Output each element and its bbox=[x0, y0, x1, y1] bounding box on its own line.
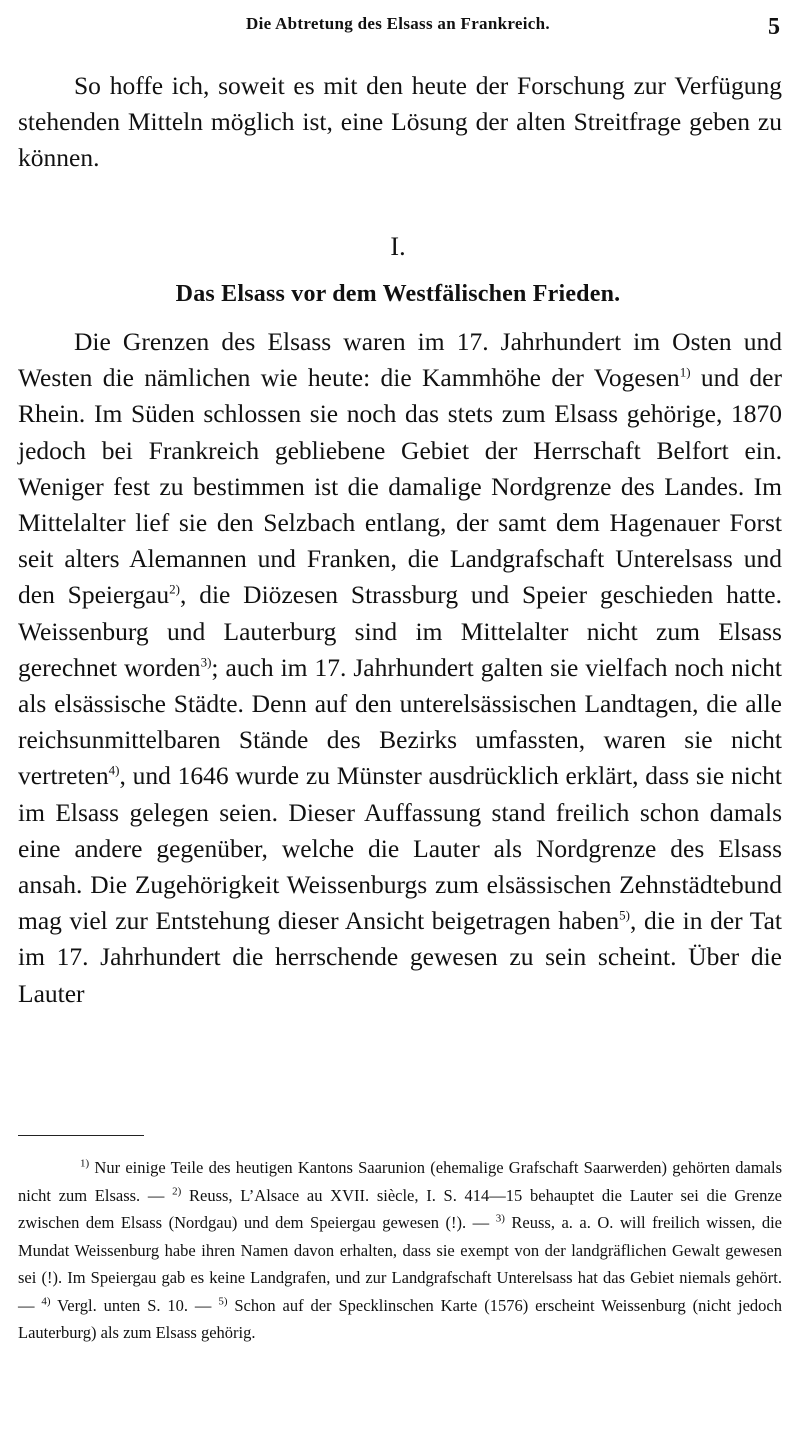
footnote-text: Schon auf der Specklinschen Karte (1576) erscheint Weissenburg (nicht jedoch Lauterburg) als zum Elsass gehörig. bbox=[18, 1295, 783, 1342]
main-paragraph bbox=[18, 324, 782, 1012]
footnote-marker: 4) bbox=[41, 1295, 51, 1307]
intro-paragraph bbox=[18, 68, 782, 177]
footnote-marker: 2) bbox=[172, 1185, 182, 1197]
body-text-segment: Die Grenzen des Elsass waren im 17. Jahrhundert im Osten und Westen die nämlichen wie heute: die Kammhöhe der Vogesen bbox=[18, 327, 782, 393]
page-number: 5 bbox=[768, 14, 780, 40]
footnotes bbox=[18, 1154, 782, 1347]
body-text-segment: , die in der Tat im 17. Jahrhundert die herrschende gewesen zu sein scheint. Über die Lauter bbox=[18, 906, 782, 1008]
footnote-text: Nur einige Teile des heutigen Kantons Saarunion (ehemalige Grafschaft Saarwerden) gehörten damals nicht zum Elsass. — bbox=[18, 1158, 782, 1205]
body-text-segment: , und 1646 wurde zu Münster ausdrücklich erklärt, dass sie nicht im Elsass gelegen seien. Dieser Auffassung stand freilich schon damals eine andere gegenüber, welche die Lauter als Nordgrenze des Elsass ansah. Die Zugehörigkeit Weissenburgs zum elsässischen Zehnstädtebund mag viel zur Entstehung dieser Ansicht beigetragen haben bbox=[18, 761, 782, 936]
section-number: I. bbox=[390, 232, 406, 261]
footnote-marker: 1) bbox=[80, 1157, 90, 1170]
intro-text: So hoffe ich, soweit es mit den heute der Forschung zur Verfügung stehenden Mitteln möglich ist, eine Lösung der alten Streitfrage geben zu können. bbox=[18, 71, 782, 173]
running-head: Die Abtretung des Elsass an Frankreich. bbox=[246, 14, 550, 33]
footnote-divider bbox=[18, 1135, 144, 1136]
footnote-ref: 1) bbox=[679, 364, 691, 380]
section-title: Das Elsass vor dem Westfälischen Frieden. bbox=[175, 281, 621, 307]
footnote-text: Vergl. unten S. 10. — bbox=[50, 1295, 219, 1315]
footnote-ref: 5) bbox=[619, 907, 630, 923]
footnote-ref: 2) bbox=[169, 581, 180, 597]
footnote-marker: 3) bbox=[495, 1212, 505, 1225]
footnote-text: Reuss, L’Alsace au XVII. siècle, I. S. 414—15 behauptet die Lauter sei die Grenze zwischen dem Elsass (Nordgau) und dem Speiergau gewesen (!). — bbox=[18, 1185, 783, 1232]
body-text-segment: , die Diözesen Strassburg und Speier geschieden hatte. Weissenburg und Lauterburg sind im Mittelalter nicht zum Elsass gerechnet worden bbox=[18, 580, 782, 682]
body-text-segment: und der Rhein. Im Süden schlossen sie noch das stets zum Elsass gehörige, 1870 jedoch bei Frankreich gebliebene Gebiet der Herrschaft Belfort ein. Weniger fest zu bestimmen ist die damalige Nordgrenze des Landes. Im Mittelalter lief sie den Selzbach entlang, der samt dem Hagenauer Forst seit alters Alemannen und Franken, die Landgrafschaft Unterelsass und den Speiergau bbox=[18, 363, 782, 610]
footnote-ref: 3) bbox=[200, 654, 212, 670]
footnote-text: Reuss, a. a. O. will freilich wissen, die Mundat Weissenburg habe ihren Namen davon erhalten, dass sie exempt von der landgräflichen Gewalt gewesen sei (!). Im Speiergau gab es keine Landgrafen, und zur Landgrafschaft Unterelsass hat das Gebiet niemals gehört. — bbox=[18, 1213, 782, 1315]
footnote-marker: 5) bbox=[218, 1295, 228, 1307]
body-text-segment: ; auch im 17. Jahrhundert galten sie vielfach noch nicht als elsässische Städte. Denn auf den unterelsässischen Landtagen, die alle reichsunmittelbaren Stände des Bezirks umfassten, waren sie nicht vertreten bbox=[18, 652, 782, 791]
footnote-ref: 4) bbox=[108, 762, 120, 778]
